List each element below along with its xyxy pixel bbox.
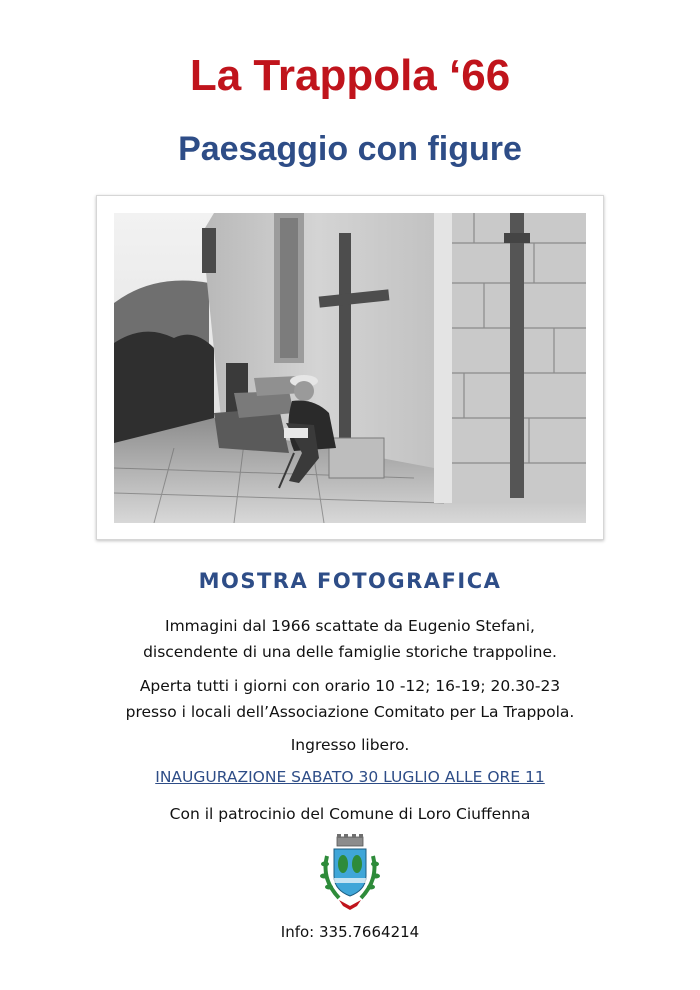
poster-subtitle: Paesaggio con figure [178,130,522,168]
poster-title: La Trappola ‘66 [189,51,511,100]
patronage-note: Con il patrocinio del Comune di Loro Ciuffenna [169,805,531,823]
entry-note: Ingresso libero. [290,736,410,754]
info-contact: Info: 335.7664214 [280,923,420,941]
inauguration-link-row [0,765,700,789]
inauguration-link[interactable]: INAUGURAZIONE SABATO 30 LUGLIO ALLE ORE 11 [155,768,545,786]
photo-frame [96,195,604,540]
hours-line-1: Aperta tutti i giorni con orario 10 -12; 16-19; 20.30-23 [139,677,561,695]
section-heading: MOSTRA FOTOGRAFICA [198,569,502,593]
hours-line-2: presso i locali dell’Associazione Comitato per La Trappola. [125,703,575,721]
description-line-1: Immagini dal 1966 scattate da Eugenio Stefani, [165,617,535,635]
municipal-crest-icon [319,834,381,910]
historic-photo [114,213,586,523]
description-line-2: discendente di una delle famiglie storiche trappoline. [143,643,557,661]
